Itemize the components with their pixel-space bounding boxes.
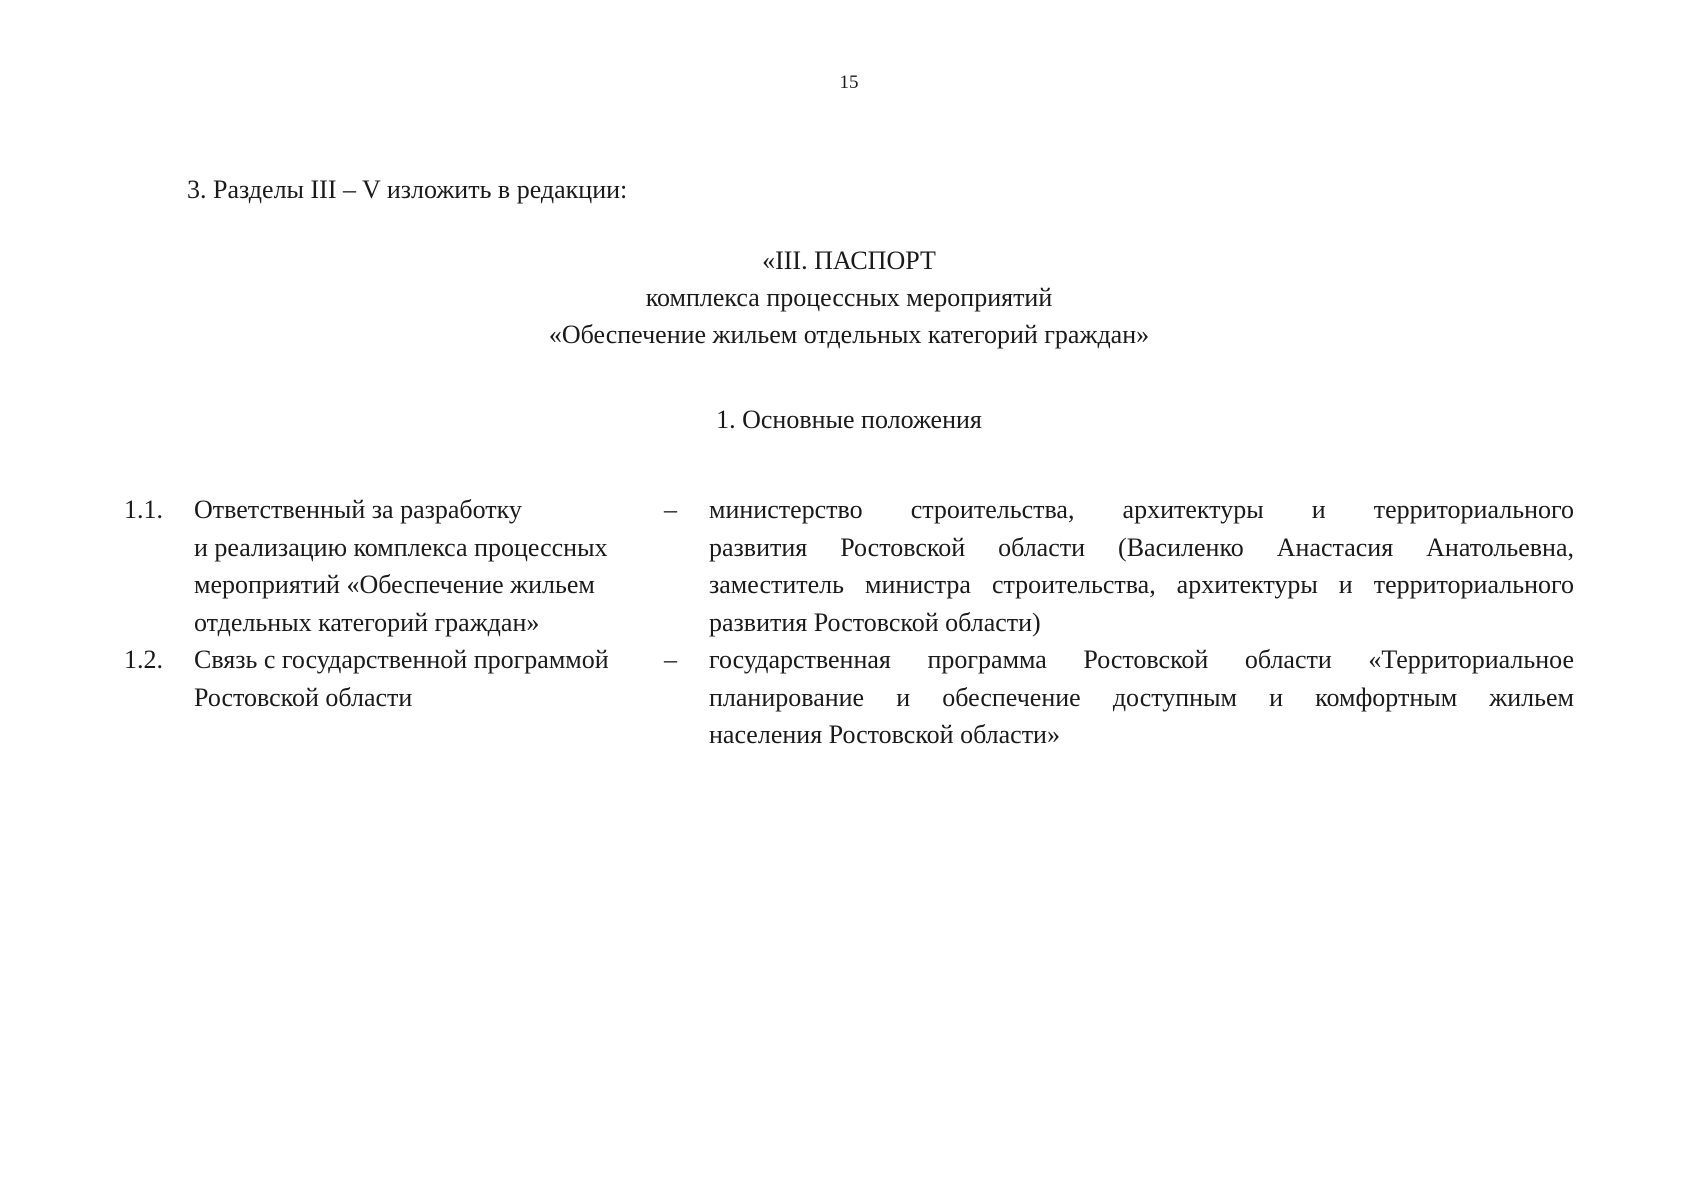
provision-label [194, 641, 664, 716]
provision-value-line: планирование и обеспечение доступным и комфортным жильем [709, 682, 1574, 712]
provision-row [124, 491, 1580, 641]
provision-label-line: Связь с государственной программой [194, 645, 609, 674]
title-line-1: «III. ПАСПОРТ [762, 246, 936, 275]
title-line-2: комплекса процессных мероприятий [645, 283, 1053, 312]
passport-title [0, 242, 1698, 353]
provision-number: 1.2. [124, 645, 163, 674]
provision-value-line: развития Ростовской области) [709, 607, 1041, 637]
provision-label-line: Ответственный за разработку [194, 495, 522, 524]
provision-value-line: развития Ростовской области (Василенко Анастасия Анатольевна, [709, 532, 1574, 562]
provision-value-line: заместитель министра строительства, архитектуры и территориального [709, 570, 1574, 599]
provision-value [709, 491, 1574, 641]
provision-value [709, 641, 1574, 754]
provision-value-line: государственная программа Ростовской области «Территориальное [709, 645, 1574, 674]
page-number: 15 [839, 72, 859, 93]
provision-row [124, 641, 1580, 754]
title-line-3: «Обеспечение жильем отдельных категорий граждан» [548, 320, 1150, 349]
provision-number: 1.1. [124, 495, 163, 524]
provision-value-line: населения Ростовской области» [709, 720, 1060, 749]
provisions-list [124, 491, 1580, 754]
provision-label-line: отдельных категорий граждан» [194, 607, 540, 637]
provision-dash: – [664, 645, 677, 674]
provision-label [194, 491, 664, 641]
provision-label-line: Ростовской области [194, 682, 413, 712]
provision-dash: – [664, 495, 677, 524]
provision-value-line: министерство строительства, архитектуры и территориального [709, 495, 1574, 524]
intro-paragraph: 3. Разделы III – V изложить в редакции: [187, 175, 628, 204]
provision-label-line: мероприятий «Обеспечение жильем [194, 570, 595, 599]
section-heading: 1. Основные положения [716, 405, 982, 434]
provision-label-line: и реализацию комплекса процессных [194, 532, 608, 562]
